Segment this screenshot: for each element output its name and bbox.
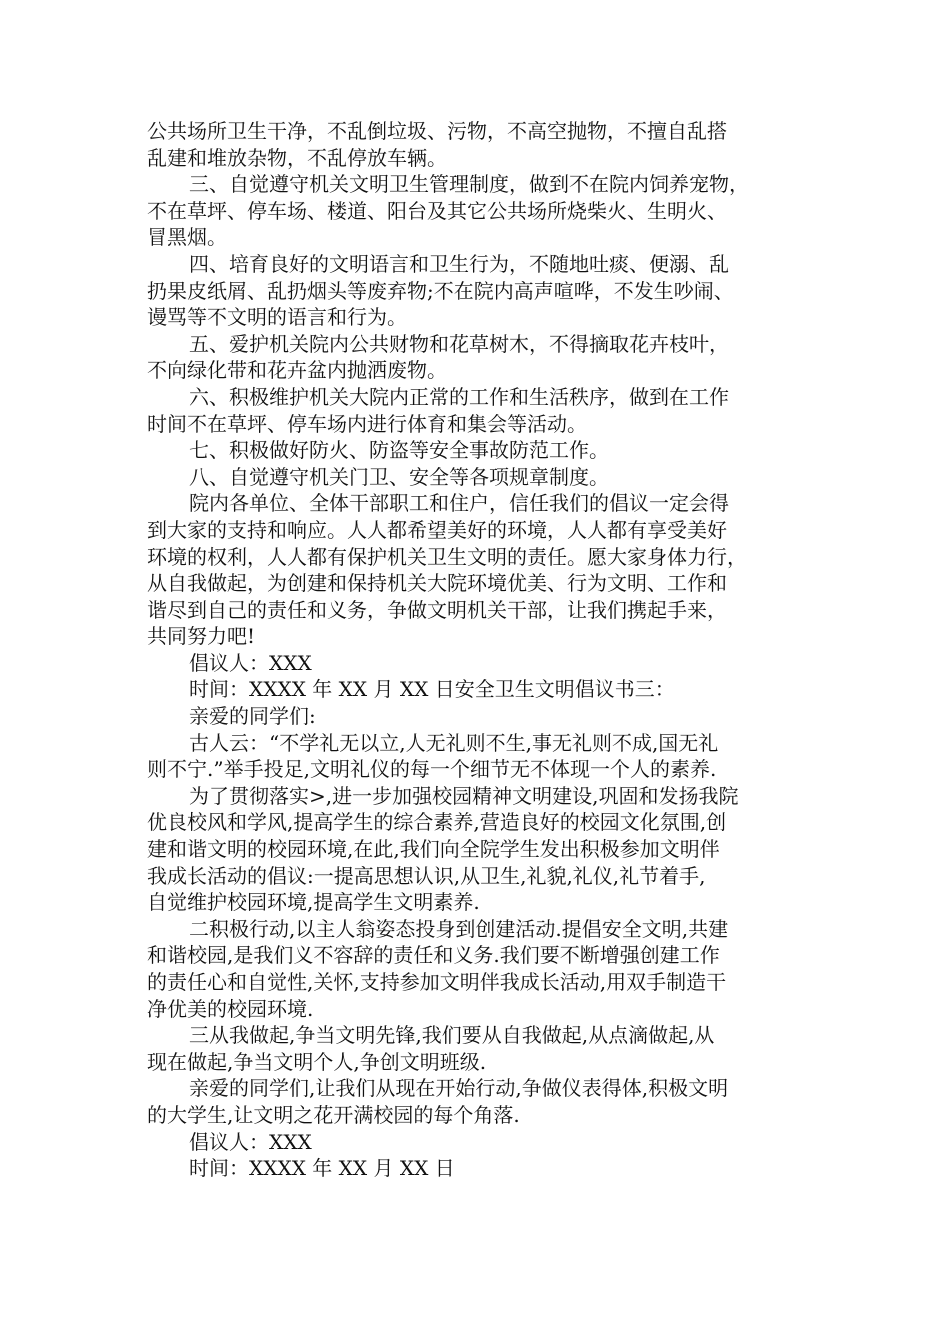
text-line: 院内各单位、全体干部职工和住户，信任我们的倡议一定会得 xyxy=(189,491,729,516)
text-line: 亲爱的同学们,让我们从现在开始行动,争做仪表得体,积极文明 xyxy=(189,1076,729,1101)
text-line: 倡议人：XXX xyxy=(189,1129,312,1154)
text-line: 乱建和堆放杂物，不乱停放车辆。 xyxy=(147,145,447,170)
text-line: 谐尽到自己的责任和义务，争做文明机关干部，让我们携起手来， xyxy=(147,597,727,622)
text-line: 冒黑烟。 xyxy=(147,225,227,250)
text-line: 现在做起,争当文明个人,争创文明班级. xyxy=(147,1049,487,1074)
text-line: 我成长活动的倡议:一提高思想认识,从卫生,礼貌,礼仪,礼节着手, xyxy=(147,863,706,888)
text-line: 三从我做起,争当文明先锋,我们要从自我做起,从点滴做起,从 xyxy=(189,1023,715,1048)
text-line: 环境的权利，人人都有保护机关卫生文明的责任。愿大家身体力行， xyxy=(147,544,747,569)
text-line: 三、自觉遵守机关文明卫生管理制度，做到不在院内饲养宠物， xyxy=(189,172,749,197)
text-line: 自觉维护校园环境,提高学生文明素养. xyxy=(147,890,480,915)
text-line: 扔果皮纸屑、乱扔烟头等废弃物;不在院内高声喧哗，不发生吵闹、 xyxy=(147,278,734,303)
text-line: 四、培育良好的文明语言和卫生行为，不随地吐痰、便溺、乱 xyxy=(189,251,729,276)
text-line: 亲爱的同学们: xyxy=(189,704,316,729)
text-line: 八、自觉遵守机关门卫、安全等各项规章制度。 xyxy=(189,464,609,489)
text-line: 的大学生,让文明之花开满校园的每个角落. xyxy=(147,1102,520,1127)
text-line: 共同努力吧! xyxy=(147,624,256,649)
text-line: 为了贯彻落实>,进一步加强校园精神文明建设,巩固和发扬我院 xyxy=(189,783,739,808)
text-line: 六、积极维护机关大院内正常的工作和生活秩序，做到在工作 xyxy=(189,384,729,409)
text-line: 则不宁.”举手投足,文明礼仪的每一个细节无不体现一个人的素养. xyxy=(147,757,717,782)
text-line: 不在草坪、停车场、楼道、阳台及其它公共场所烧柴火、生明火、 xyxy=(147,198,727,223)
document-body xyxy=(147,118,811,1182)
text-line: 古人云：“不学礼无以立,人无礼则不生,事无礼则不成,国无礼 xyxy=(189,730,719,755)
text-line: 时间不在草坪、停车场内进行体育和集会等活动。 xyxy=(147,411,587,436)
text-line: 到大家的支持和响应。人人都希望美好的环境，人人都有享受美好 xyxy=(147,517,727,542)
text-line: 二积极行动,以主人翁姿态投身到创建活动.提倡安全文明,共建 xyxy=(189,916,729,941)
text-line: 时间：XXXX 年 XX 月 XX 日 xyxy=(189,1156,455,1181)
text-line: 五、爱护机关院内公共财物和花草树木，不得摘取花卉枝叶， xyxy=(189,331,729,356)
text-line: 倡议人：XXX xyxy=(189,650,312,675)
text-line: 公共场所卫生干净，不乱倒垃圾、污物，不高空抛物，不擅自乱搭 xyxy=(147,119,727,143)
text-line: 和谐校园,是我们义不容辞的责任和义务.我们要不断增强创建工作 xyxy=(147,943,720,968)
text-line: 不向绿化带和花卉盆内抛洒废物。 xyxy=(147,358,447,383)
text-line: 优良校风和学风,提高学生的综合素养,营造良好的校园文化氛围,创 xyxy=(147,810,727,835)
text-line: 的责任心和自觉性,关怀,支持参加文明伴我成长活动,用双手制造干 xyxy=(147,970,727,994)
text-line: 时间：XXXX 年 XX 月 XX 日安全卫生文明倡议书三： xyxy=(189,677,675,702)
text-line: 七、积极做好防火、防盗等安全事故防范工作。 xyxy=(189,438,609,463)
text-line: 净优美的校园环境. xyxy=(147,996,314,1021)
text-line: 从自我做起，为创建和保持机关大院环境优美、行为文明、工作和 xyxy=(147,571,727,596)
text-line: 建和谐文明的校园环境,在此,我们向全院学生发出积极参加文明伴 xyxy=(147,837,720,862)
text-line: 谩骂等不文明的语言和行为。 xyxy=(147,305,407,330)
